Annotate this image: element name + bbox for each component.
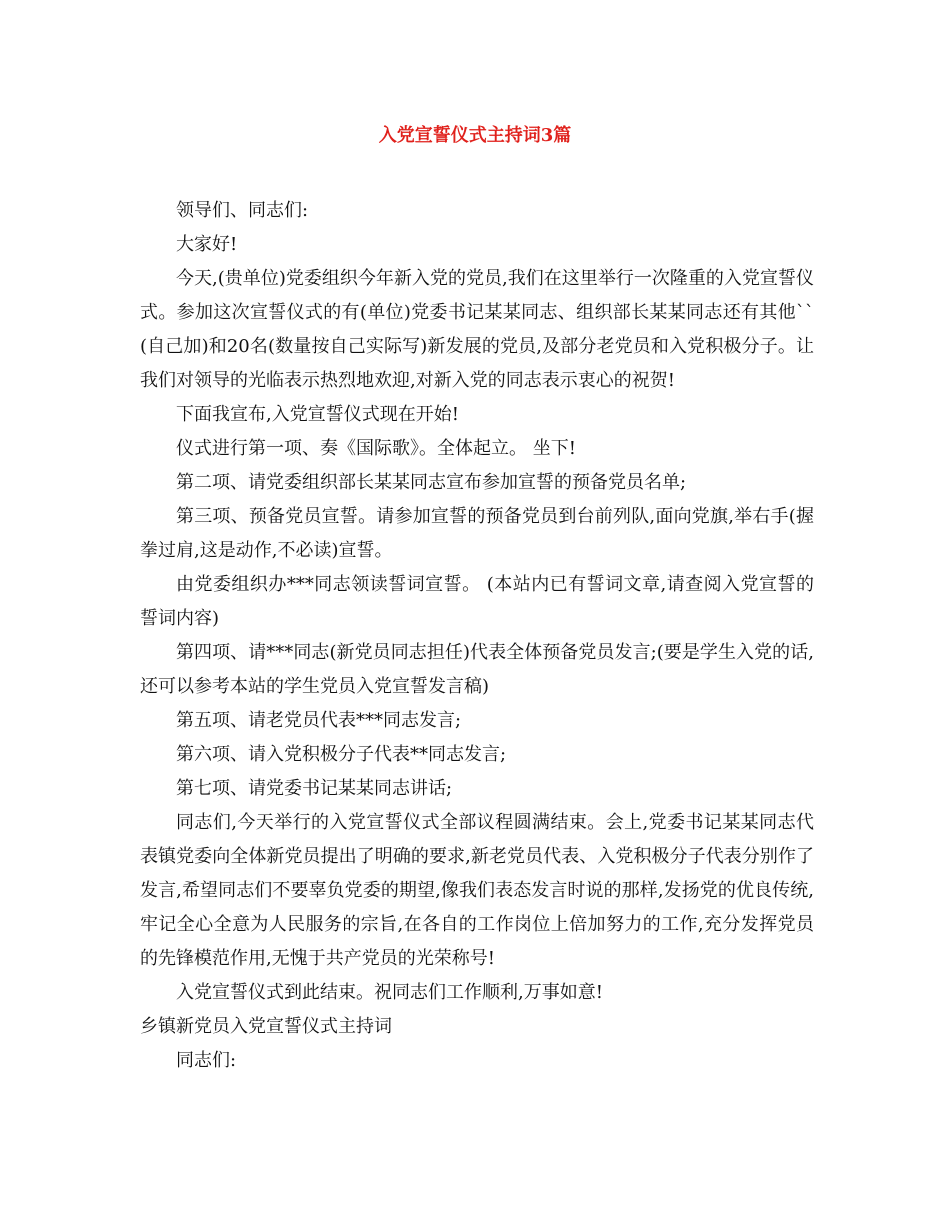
paragraph-item-5: 第五项、请老党员代表***同志发言; [176, 710, 462, 731]
paragraph-item-6: 第六项、请入党积极分子代表**同志发言; [176, 744, 507, 765]
paragraph-ceremony-start: 下面我宣布,入党宣誓仪式现在开始! [176, 404, 459, 425]
paragraph-item-7: 第七项、请党委书记某某同志讲话; [176, 778, 453, 799]
document-body [140, 194, 814, 1078]
paragraph-item-2: 第二项、请党委组织部长某某同志宣布参加宣誓的预备党员名单; [176, 472, 687, 493]
paragraph-item-3: 第三项、预备党员宣誓。请参加宣誓的预备党员到台前列队,面向党旗,举右手(握拳过肩,这是动作,不必读)宣誓。 [140, 506, 814, 561]
paragraph-oath-lead: 由党委组织办***同志领读誓词宣誓。 (本站内已有誓词文章,请查阅入党宣誓的誓词内容) [140, 574, 814, 629]
section-heading: 乡镇新党员入党宣誓仪式主持词 [140, 1016, 392, 1037]
paragraph-closing-summary: 同志们,今天举行的入党宣誓仪式全部议程圆满结束。会上,党委书记某某同志代表镇党委向全体新党员提出了明确的要求,新老党员代表、入党积极分子代表分别作了发言,希望同志们不要辜负党委的期望,像我们表态发言时说的那样,发扬党的优良传统,牢记全心全意为人民服务的宗旨,在各自的工作岗位上倍加努力的工作,充分发挥党员的先锋模范作用,无愧于共产党员的光荣称号! [140, 812, 814, 969]
paragraph-closing-wishes: 入党宣誓仪式到此结束。祝同志们工作顺利,万事如意! [176, 982, 603, 1003]
paragraph-introduction: 今天,(贵单位)党委组织今年新入党的党员,我们在这里举行一次隆重的入党宣誓仪式。参加这次宣誓仪式的有(单位)党委书记某某同志、组织部长某某同志还有其他``(自己加)和20名(数量按自己实际写)新发展的党员,及部分老党员和入党积极分子。让我们对领导的光临表示热烈地欢迎,对新入党的同志表示衷心的祝贺! [140, 268, 814, 391]
paragraph-greeting-all: 大家好! [176, 234, 238, 255]
paragraph-greeting-leaders: 领导们、同志们: [176, 200, 309, 221]
paragraph-item-4: 第四项、请***同志(新党员同志担任)代表全体预备党员发言;(要是学生入党的话,还可以参考本站的学生党员入党宣誓发言稿) [140, 642, 814, 697]
document-title: 入党宣誓仪式主持词3篇 [378, 125, 572, 146]
paragraph-item-1: 仪式进行第一项、奏《国际歌》。全体起立。 坐下! [176, 438, 576, 459]
paragraph-greeting-comrades: 同志们: [176, 1050, 237, 1071]
